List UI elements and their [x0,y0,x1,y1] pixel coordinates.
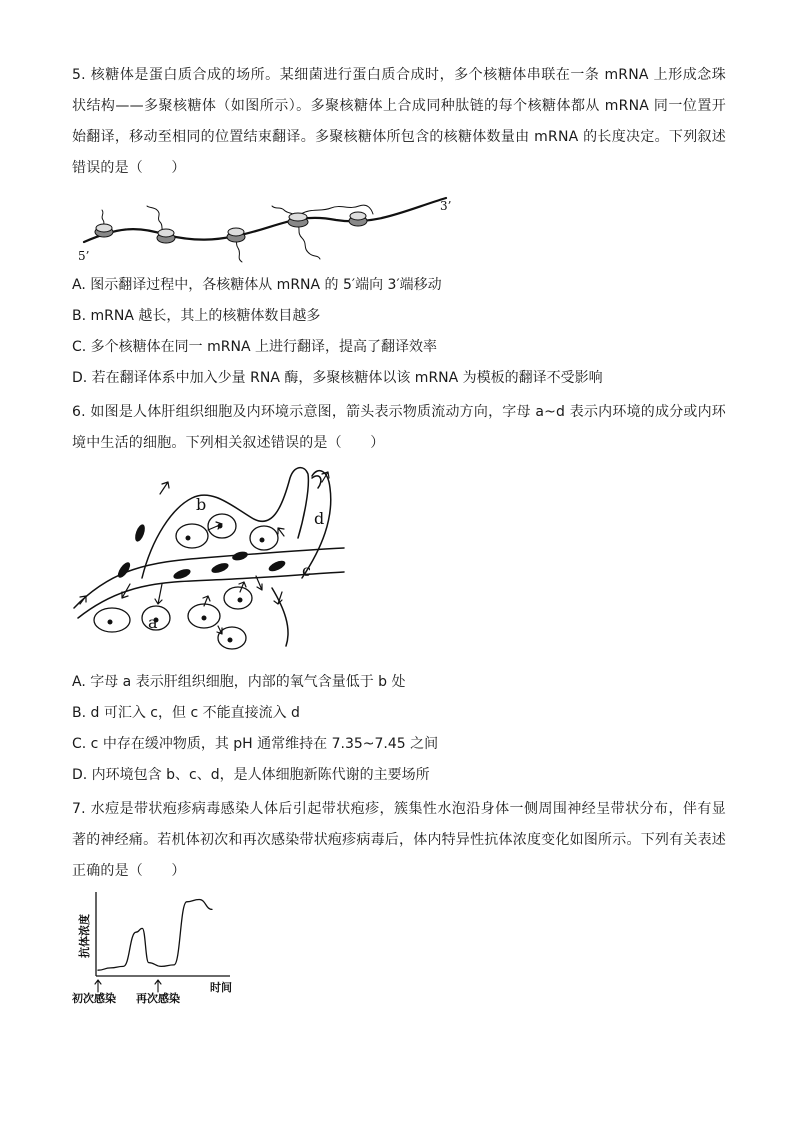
q7-stem: 7. 水痘是带状疱疹病毒感染人体后引起带状疱疹，簇集性水泡沿身体一侧周围神经呈带状分布，伴有显著的神经痛。若机体初次和再次感染带状疱疹病毒后，体内特异性抗体浓度变化如图所示。下列有关表述正确的是（ ） [72,801,726,879]
liver-tissue-figure [72,458,352,654]
q5-option-a[interactable]: A. 图示翻译过程中，各核糖体从 mRNA 的 5′端向 3′端移动 [72,277,442,293]
label-d: d [314,509,325,528]
ribosome-4 [288,213,308,227]
label-b: b [196,495,207,514]
q6-option-b[interactable]: B. d 可汇入 c，但 c 不能直接流入 d [72,705,300,721]
ribosome-1 [95,224,113,237]
ribosome-5 [349,212,367,226]
second-infection-label: 再次感染 [136,992,180,1005]
q6-option-d[interactable]: D. 内环境包含 b、c、d，是人体细胞新陈代谢的主要场所 [72,767,430,783]
antibody-chart [70,888,250,1014]
label-a: a [148,613,158,632]
x-axis-label: 时间 [210,981,232,994]
first-infection-label: 初次感染 [72,992,116,1005]
y-axis-label: 抗体浓度 [78,914,91,958]
polyribosome-figure [76,190,476,266]
q6-option-a[interactable]: A. 字母 a 表示肝组织细胞，内部的氧气含量低于 b 处 [72,674,406,690]
five-prime-label: 5’ [78,249,90,263]
q5-option-b[interactable]: B. mRNA 越长，其上的核糖体数目越多 [72,308,321,324]
q6-option-c[interactable]: C. c 中存在缓冲物质，其 pH 通常维持在 7.35~7.45 之间 [72,736,439,752]
ribosome-2 [157,229,175,243]
second-infection-arrow [155,980,161,992]
antibody-curve [98,900,212,971]
first-infection-arrow [95,980,101,992]
q5-option-d[interactable]: D. 若在翻译体系中加入少量 RNA 酶，多聚核糖体以该 mRNA 为模板的翻译不受影响 [72,370,603,386]
ribosome-3 [227,228,245,242]
q5-option-c[interactable]: C. 多个核糖体在同一 mRNA 上进行翻译，提高了翻译效率 [72,339,437,355]
q6-stem: 6. 如图是人体肝组织细胞及内环境示意图，箭头表示物质流动方向，字母 a~d 表示内环境的成分或内环境中生活的细胞。下列相关叙述错误的是（ ） [72,404,726,451]
q5-stem: 5. 核糖体是蛋白质合成的场所。某细菌进行蛋白质合成时，多个核糖体串联在一条 mRNA 上形成念珠状结构——多聚核糖体（如图所示）。多聚核糖体上合成同种肽链的每个核糖体都从 mRNA 同一位置开始翻译，移动至相同的位置结束翻译。多聚核糖体所包含的核糖体数量由 mRNA 的长度决定。下列叙述错误的是（ ） [72,67,726,176]
label-c: c [302,561,311,580]
three-prime-label: 3’ [440,199,452,213]
